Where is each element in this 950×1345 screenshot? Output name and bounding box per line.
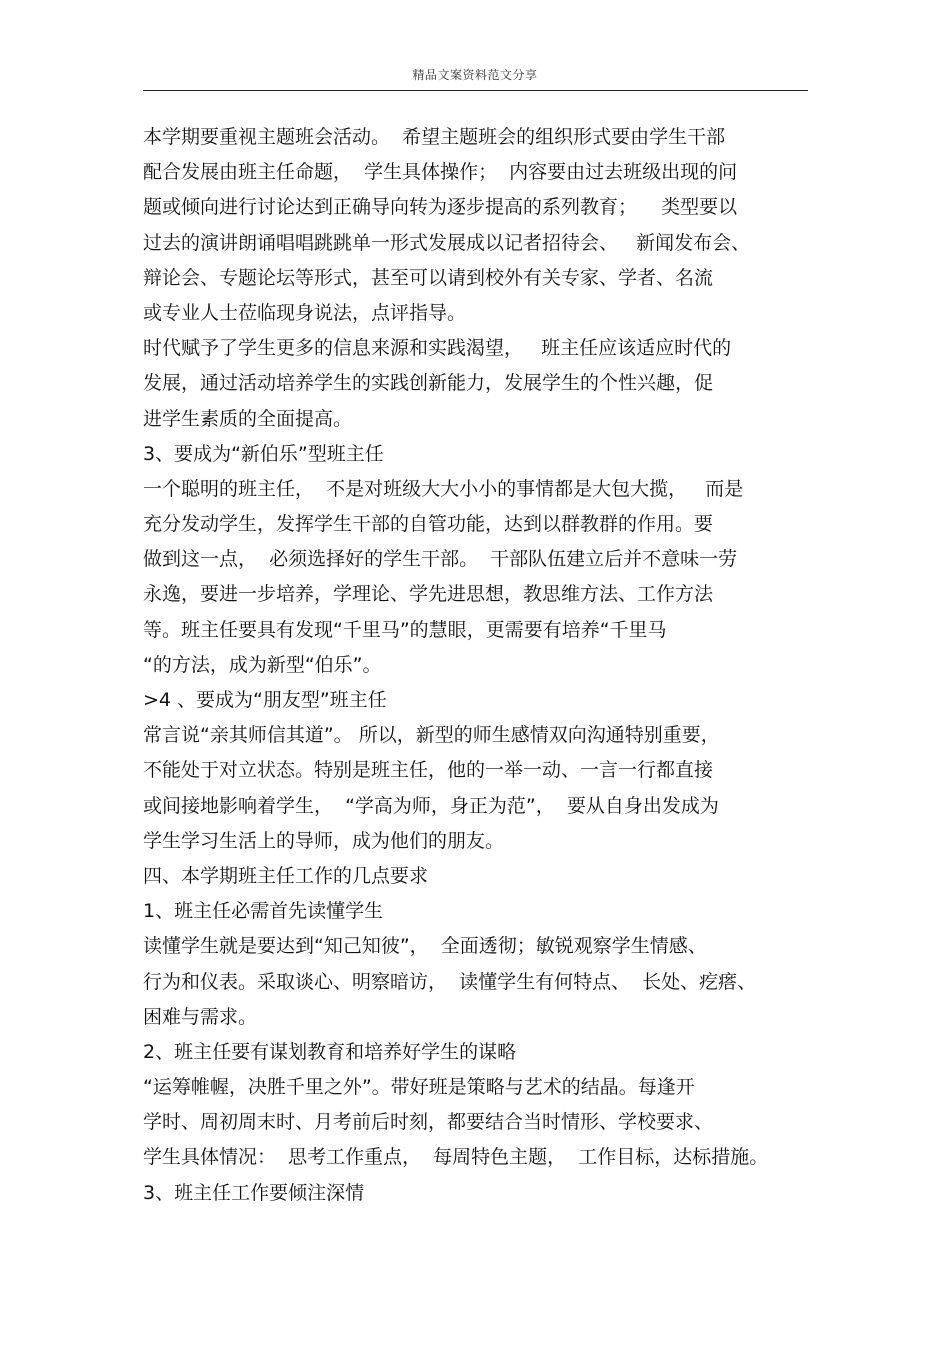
text-line: 困难与需求。 (143, 1005, 258, 1028)
text-line: 时代赋予了学生更多的信息来源和实践渴望， 班主任应该适应时代的 (143, 337, 732, 360)
text-line: 充分发动学生，发挥学生干部的自管功能，达到以群教群的作用。要 (143, 513, 714, 536)
text-line: 永逸，要进一步培养，学理论、学先进思想，教思维方法、工作方法 (143, 583, 714, 606)
text-line: 常言说“亲其师信其道”。 所以，新型的师生感情双向沟通特别重要， (143, 724, 720, 747)
section-heading: 3、班主任工作要倾注深情 (143, 1181, 365, 1204)
text-line: 一个聪明的班主任， 不是对班级大大小小的事情都是大包大揽， 而是 (143, 477, 744, 500)
text-line: 读懂学生就是要达到“知己知彼”， 全面透彻；敏锐观察学生情感、 (143, 935, 707, 958)
section-heading: 2、班主任要有谋划教育和培养好学生的谋略 (143, 1040, 517, 1063)
text-line: 行为和仪表。采取谈心、明察暗访， 读懂学生有何特点、 长处、疙瘩、 (143, 970, 757, 993)
text-line: 不能处于对立状态。特别是班主任，他的一举一动、一言一行都直接 (143, 759, 714, 782)
text-line: “运筹帷幄，决胜千里之外”。带好班是策略与艺术的结晶。每逢开 (143, 1076, 695, 1099)
text-line: “的方法，成为新型“伯乐”。 (143, 653, 382, 676)
section-heading: 1、班主任必需首先读懂学生 (143, 900, 384, 923)
text-line: 等。班主任要具有发现“千里马”的慧眼，更需要有培养“千里马 (143, 618, 667, 641)
section-heading: 四、本学期班主任工作的几点要求 (143, 864, 429, 887)
page-header-title: 精品文案资料范文分享 (412, 68, 538, 82)
text-line: 本学期要重视主题班会活动。 希望主题班会的组织形式要由学生干部 (143, 126, 726, 148)
text-line: 辩论会、专题论坛等形式，甚至可以请到校外有关专家、学者、名流 (143, 266, 714, 289)
text-line: 做到这一点， 必须选择好的学生干部。 干部队伍建立后并不意味一劳 (143, 548, 738, 571)
section-heading: >4 、要成为“朋友型”班主任 (143, 689, 387, 711)
header-divider (143, 90, 808, 91)
text-line: 配合发展由班主任命题， 学生具体操作； 内容要由过去班级出现的问 (143, 161, 738, 184)
document-body (143, 120, 823, 1211)
text-line: 或专业人士莅临现身说法，点评指导。 (143, 301, 467, 324)
text-line: 发展，通过活动培养学生的实践创新能力，发展学生的个性兴趣，促 (143, 372, 714, 395)
text-line: 学时、周初周末时、月考前后时刻，都要结合当时情形、学校要求、 (143, 1111, 714, 1134)
text-line: 题或倾向进行讨论达到正确导向转为逐步提高的系列教育； 类型要以 (143, 196, 738, 219)
text-line: 学生具体情况： 思考工作重点， 每周特色主题， 工作目标，达标措施。 (143, 1146, 769, 1169)
text-line: 学生学习生活上的导师，成为他们的朋友。 (143, 829, 505, 852)
text-line: 进学生素质的全面提高。 (143, 407, 353, 430)
text-line: 过去的演讲朗诵唱唱跳跳单一形式发展成以记者招待会、 新闻发布会、 (143, 231, 751, 254)
text-line: 或间接地影响着学生， “学高为师，身正为范”， 要从自身出发成为 (143, 794, 719, 817)
section-heading: 3、要成为“新伯乐”型班主任 (143, 442, 384, 465)
